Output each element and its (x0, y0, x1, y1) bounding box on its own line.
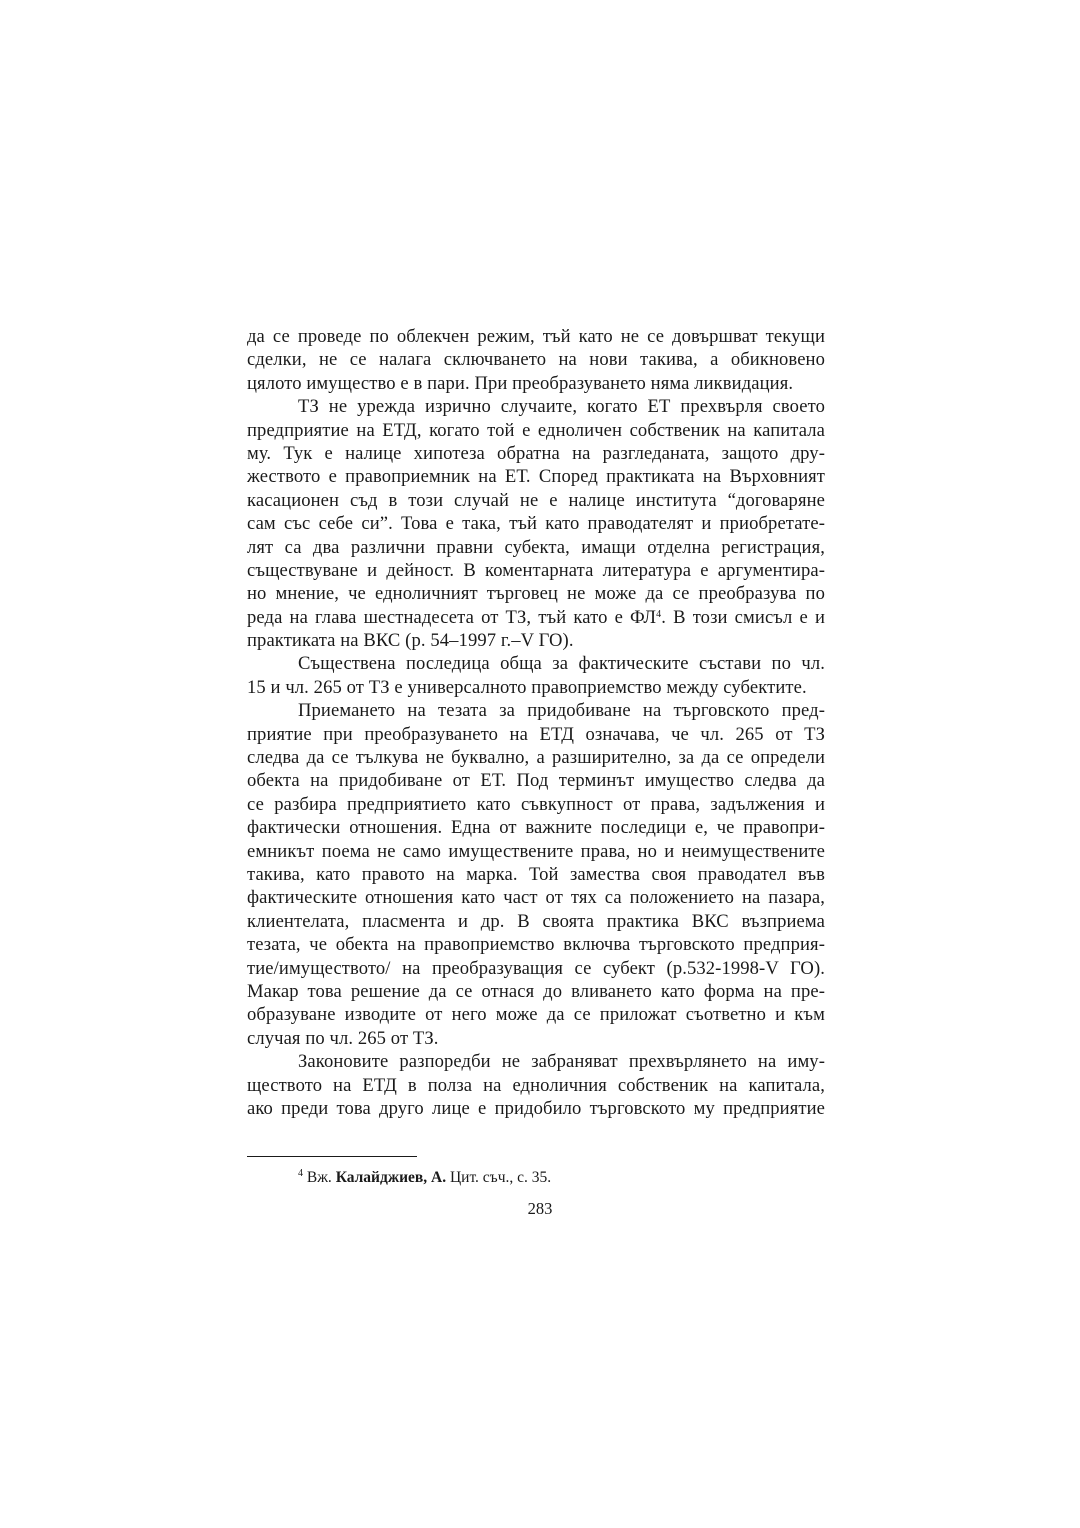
footnote-author: Калайджиев, А. (335, 1169, 447, 1186)
text-line: приятие при преобразуването на ЕТД означава, че чл. 265 от ТЗ (247, 723, 825, 745)
text-line: обекта на придобиване от ЕТ. Под терминът имущество следва да (247, 770, 825, 792)
text-line: следва да се тълкува не буквално, а разширително, за да се определи (247, 747, 825, 769)
text-line: ТЗ не урежда изрично случаите, когато ЕТ прехвърля своето (298, 396, 825, 418)
text-line: тезата, че обекта на правоприемство включва търговското предприя- (247, 934, 825, 956)
text-line: такива, като правото на марка. Той замества своя праводател във (247, 863, 825, 885)
footnote-reference[interactable]: 4 (656, 608, 662, 620)
text-fragment: реда на глава шестнадесета от ТЗ, тъй като е ФЛ (247, 606, 657, 628)
footnote-divider (247, 1156, 417, 1157)
footnote-prefix: Вж. (303, 1169, 336, 1186)
text-line: Макар това решение да се отнася до вливането като форма на пре- (247, 980, 825, 1002)
text-line: сделки, не се налага сключването на нови такива, а обикновено (247, 349, 825, 371)
text-line: ществото на ЕТД в полза на едноличния собственик на капитала, (247, 1074, 825, 1096)
body-text (247, 325, 825, 1120)
text-line: но мнение, че едноличният търговец не може да се преобразува по (247, 583, 825, 605)
page-number: 283 (527, 1199, 553, 1218)
text-line: лят са два различни правни субекта, имащи отделна регистрация, (247, 536, 825, 558)
footnote-marker: 4 (298, 1168, 303, 1179)
footnote (298, 1168, 551, 1188)
text-line: да се проведе по облекчен режим, тъй като не се довършват текущи (247, 326, 825, 347)
text-line: съществуване и дейност. В коментарната литература е аргументира- (247, 559, 825, 581)
text-line: му. Тук е налице хипотеза обратна на разгледаната, защото дру- (247, 442, 825, 464)
text-line: ако преди това друго лице е придобило търговското му предприятие (247, 1097, 825, 1119)
text-line: образуване изводите от него може да се приложат съответно и към (247, 1004, 825, 1026)
text-line: емникът поема не само имуществените права, но и неимуществените (247, 840, 825, 862)
text-line: касационен съд в този случай не е налице института “договаряне (247, 489, 825, 511)
text-line: клиентелата, пласмента и др. В своята практика ВКС възприема (247, 910, 825, 932)
text-line: фактически отношения. Една от важните последици е, че правопри- (247, 817, 825, 839)
text-line: случая по чл. 265 от ТЗ. (247, 1027, 439, 1049)
text-line: фактическите отношения като част от тях са положението на пазара, (247, 887, 825, 909)
text-fragment: . В този смисъл е и (661, 606, 826, 628)
text-line: предприятие на ЕТД, когато той е едноличен собственик на капитала (247, 419, 825, 441)
text-line: цялото имущество е в пари. При преобразуването няма ликвидация. (247, 372, 794, 394)
text-line: 15 и чл. 265 от ТЗ е универсалното правоприемство между субектите. (247, 676, 807, 698)
footnote-citation: Цит. съч., с. 35. (446, 1169, 552, 1186)
text-line: се разбира предприятието като съвкупност от права, задължения и (247, 793, 825, 815)
text-line: сам със себе си”. Това е така, тъй като праводателят и приобретате- (247, 513, 825, 535)
text-line-with-footnote-ref (247, 606, 825, 629)
text-line: тие/имуществото/ на преобразуващия се субект (р.532-1998-V ГО). (247, 957, 825, 979)
text-line: Съществена последица обща за фактическите състави по чл. (298, 653, 825, 675)
text-line: жеството е правоприемник на ЕТ. Според практиката на Върховният (247, 466, 825, 488)
text-line: Приемането на тезата за придобиване на търговското пред- (298, 700, 825, 722)
text-line: практиката на ВКС (р. 54–1997 г.–V ГО). (247, 630, 574, 652)
text-line: Законовите разпоредби не забраняват прехвърлянето на иму- (298, 1051, 825, 1073)
